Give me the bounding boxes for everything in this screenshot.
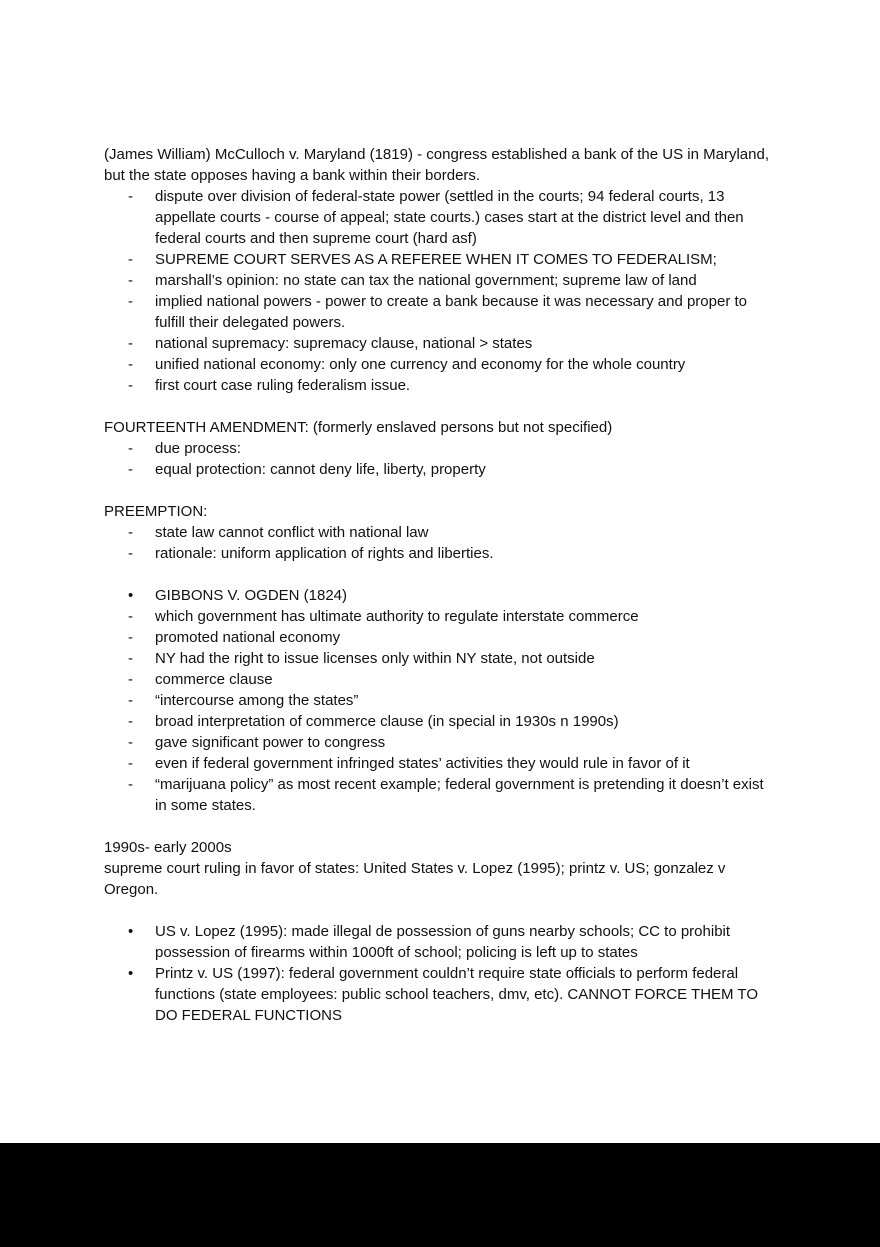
bullet-text: marshall’s opinion: no state can tax the national government; supreme law of land — [155, 272, 697, 289]
document-page — [104, 144, 776, 1026]
bullet-text: commerce clause — [155, 671, 273, 688]
bullet-text: NY had the right to issue licenses only within NY state, not outside — [155, 650, 595, 667]
blank-line — [104, 816, 776, 837]
list-item — [104, 921, 776, 963]
bullet-text: gave significant power to congress — [155, 734, 386, 751]
bullet-marker: - — [128, 188, 133, 205]
list-item — [104, 774, 776, 816]
bullet-marker: - — [128, 335, 133, 352]
list-item — [104, 333, 776, 354]
bullet-marker: - — [128, 713, 133, 730]
bullet-text: promoted national economy — [155, 629, 341, 646]
bullet-text: national supremacy: supremacy clause, national > states — [155, 335, 533, 352]
bullet-marker: - — [128, 608, 133, 625]
bullet-marker: - — [128, 734, 133, 751]
bullet-marker: • — [128, 965, 134, 982]
bullet-marker: - — [128, 293, 133, 310]
list-item — [104, 291, 776, 333]
bullet-text: dispute over division of federal-state power (settled in the courts; 94 federal courts, 13 appellate courts - course of appeal; state courts.) cases start at the district level and then federal courts and then supreme court (hard asf) — [155, 188, 744, 247]
blank-line — [104, 564, 776, 585]
list-item — [104, 732, 776, 753]
bullet-marker: - — [128, 692, 133, 709]
bullet-text: even if federal government infringed states’ activities they would rule in favor of it — [155, 755, 690, 772]
bullet-list — [104, 438, 776, 480]
list-item — [104, 753, 776, 774]
bullet-text: “marijuana policy” as most recent example; federal government is pretending it doesn’t exist in some states. — [155, 776, 764, 814]
list-item — [104, 711, 776, 732]
list-item — [104, 354, 776, 375]
paragraph-line: (James William) McCulloch v. Maryland (1819) - congress established a bank of the US in Maryland, but the state opposes having a bank within their borders. — [104, 146, 774, 184]
bullet-text: which government has ultimate authority to regulate interstate commerce — [155, 608, 639, 625]
bullet-text: GIBBONS V. OGDEN (1824) — [155, 587, 348, 604]
bullet-marker: • — [128, 587, 134, 604]
bullet-marker: - — [128, 440, 133, 457]
bullet-marker: - — [128, 356, 133, 373]
list-item — [104, 963, 776, 1026]
list-item — [104, 648, 776, 669]
bullet-text: US v. Lopez (1995): made illegal de possession of guns nearby schools; CC to prohibit possession of firearms within 1000ft of school; policing is left up to states — [155, 923, 731, 961]
bullet-marker: - — [128, 377, 133, 394]
bullet-marker: - — [128, 251, 133, 268]
bullet-text: unified national economy: only one currency and economy for the whole country — [155, 356, 686, 373]
list-item — [104, 459, 776, 480]
bullet-marker: - — [128, 776, 133, 793]
bullet-list — [104, 585, 776, 816]
paragraph-line: supreme court ruling in favor of states: United States v. Lopez (1995); printz v. US; gonzalez v Oregon. — [104, 860, 730, 898]
bullet-text: equal protection: cannot deny life, liberty, property — [155, 461, 486, 478]
bullet-text: due process: — [155, 440, 241, 457]
bullet-marker: • — [128, 923, 134, 940]
bullet-marker: - — [128, 272, 133, 289]
paragraph-line: PREEMPTION: — [104, 503, 208, 520]
bottom-bar — [0, 1143, 880, 1247]
bullet-list — [104, 522, 776, 564]
bullet-marker: - — [128, 671, 133, 688]
list-item — [104, 522, 776, 543]
list-item — [104, 270, 776, 291]
paragraph-line: 1990s- early 2000s — [104, 839, 232, 856]
bullet-marker: - — [128, 755, 133, 772]
paragraph-line: FOURTEENTH AMENDMENT: (formerly enslaved persons but not specified) — [104, 419, 613, 436]
bullet-text: SUPREME COURT SERVES AS A REFEREE WHEN IT COMES TO FEDERALISM; — [155, 251, 717, 268]
list-item — [104, 249, 776, 270]
bullet-marker: - — [128, 461, 133, 478]
bullet-marker: - — [128, 545, 133, 562]
bullet-text: broad interpretation of commerce clause (in special in 1930s n 1990s) — [155, 713, 619, 730]
list-item — [104, 606, 776, 627]
bullet-text: rationale: uniform application of rights and liberties. — [155, 545, 494, 562]
list-item — [104, 438, 776, 459]
list-item — [104, 690, 776, 711]
bullet-list — [104, 186, 776, 396]
list-item — [104, 186, 776, 249]
bullet-marker: - — [128, 650, 133, 667]
bullet-text: state law cannot conflict with national law — [155, 524, 429, 541]
blank-line — [104, 480, 776, 501]
blank-line — [104, 396, 776, 417]
list-item — [104, 375, 776, 396]
bullet-list — [104, 921, 776, 1026]
bullet-marker: - — [128, 629, 133, 646]
list-item — [104, 585, 776, 606]
bullet-marker: - — [128, 524, 133, 541]
list-item — [104, 543, 776, 564]
list-item — [104, 669, 776, 690]
list-item — [104, 627, 776, 648]
bullet-text: Printz v. US (1997): federal government couldn’t require state officials to perform federal functions (state employees: public school teachers, dmv, etc). CANNOT FORCE THEM TO DO FEDERAL FUNCTIONS — [155, 965, 758, 1024]
bullet-text: first court case ruling federalism issue. — [155, 377, 411, 394]
bullet-text: implied national powers - power to create a bank because it was necessary and proper to fulfill their delegated powers. — [155, 293, 747, 331]
blank-line — [104, 900, 776, 921]
bullet-text: “intercourse among the states” — [155, 692, 359, 709]
